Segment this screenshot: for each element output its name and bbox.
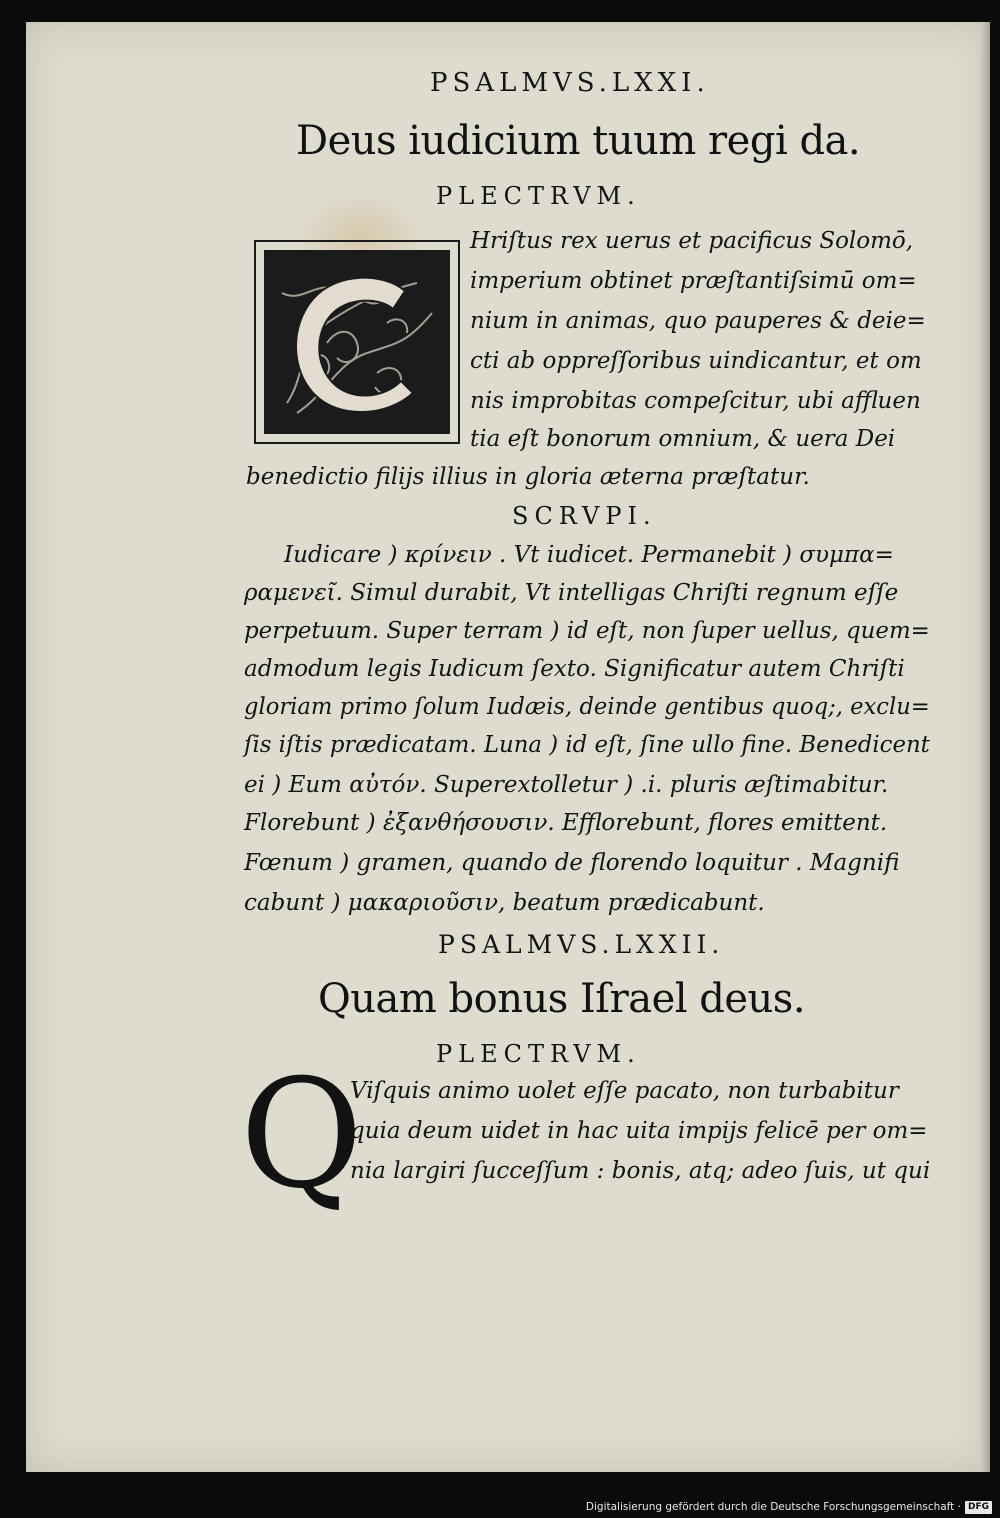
ornamental-c-icon (267, 253, 447, 431)
plectrum-line: tia eſt bonorum omnium, & uera Dei (470, 426, 896, 452)
psalm-71-title: Deus iudicium tuum regi da. (296, 118, 861, 164)
plectrum-line: Hriſtus rex uerus et pacificus Solomō, (470, 228, 914, 254)
dfg-logo: DFG (965, 1501, 992, 1514)
scrupi-line: admodum legis Iudicum ſexto. Significatur autem Chriſti (244, 656, 905, 682)
plectrum-line: quia deum uidet in hac uita impijs felicē per om= (350, 1118, 928, 1144)
psalm-72-title: Quam bonus Iſrael deus. (318, 976, 806, 1022)
footer-text: Digitalisierung gefördert durch die Deutsche Forschungsgemeinschaft · (585, 1501, 961, 1513)
scrupi-line: gloriam primo ſolum Iudæis, deinde gentibus quoq;, exclu= (244, 694, 930, 720)
scrupi-line: Iudicare ) κρίνειν . Vt iudicet. Permanebit ) συμπα= (284, 542, 894, 568)
plectrum-line: imperium obtinet præſtantiſsimū om= (470, 268, 917, 294)
scrupi-line: Fœnum ) gramen, quando de florendo loquitur . Magnifi (244, 850, 900, 876)
plectrum-heading-2: PLECTRVM. (436, 1040, 641, 1068)
scrupi-line: ei ) Eum αὐτόν. Superextolletur ) .i. pluris æſtimabitur. (244, 772, 889, 798)
scrupi-line: ραμενεῖ. Simul durabit, Vt intelligas Chriſti regnum eſſe (244, 580, 899, 606)
psalm-72-heading: PSALMVS.LXXII. (438, 930, 725, 959)
plectrum-line: cti ab oppreſſoribus uindicantur, et om (470, 348, 922, 374)
initial-woodcut-panel (264, 250, 450, 434)
plectrum-line: nium in animas, quo pauperes & deie= (470, 308, 926, 334)
page-edge (980, 22, 990, 1472)
scrupi-line: Florebunt ) ἐξανθήσουσιν. Efflorebunt, flores emittent. (244, 810, 888, 836)
scrupi-heading: SCRVPI. (512, 502, 657, 530)
initial-q: Q (240, 1048, 363, 1222)
plectrum-line: nis improbitas compeſcitur, ubi affluen (470, 388, 921, 414)
scrupi-line: cabunt ) μακαριοῦσιν, beatum prædicabunt. (244, 890, 765, 916)
footer-credit (586, 1498, 992, 1516)
scrupi-line: ſis iſtis prædicatam. Luna ) id eſt, ſine ullo fine. Benedicent (244, 732, 930, 758)
plectrum-heading-1: PLECTRVM. (436, 182, 641, 210)
plectrum-line: nia largiri ſucceſſum : bonis, atq; adeo ſuis, ut qui (350, 1158, 931, 1184)
plectrum-line: Viſquis animo uolet eſſe pacato, non turbabitur (350, 1078, 899, 1104)
plectrum-line: benedictio filijs illius in gloria æterna præſtatur. (246, 464, 810, 490)
running-head: PSALMVS.LXXI. (430, 68, 710, 98)
scrupi-line: perpetuum. Super terram ) id eſt, non ſuper uellus, quem= (244, 618, 930, 644)
decorated-initial-c (254, 240, 460, 444)
